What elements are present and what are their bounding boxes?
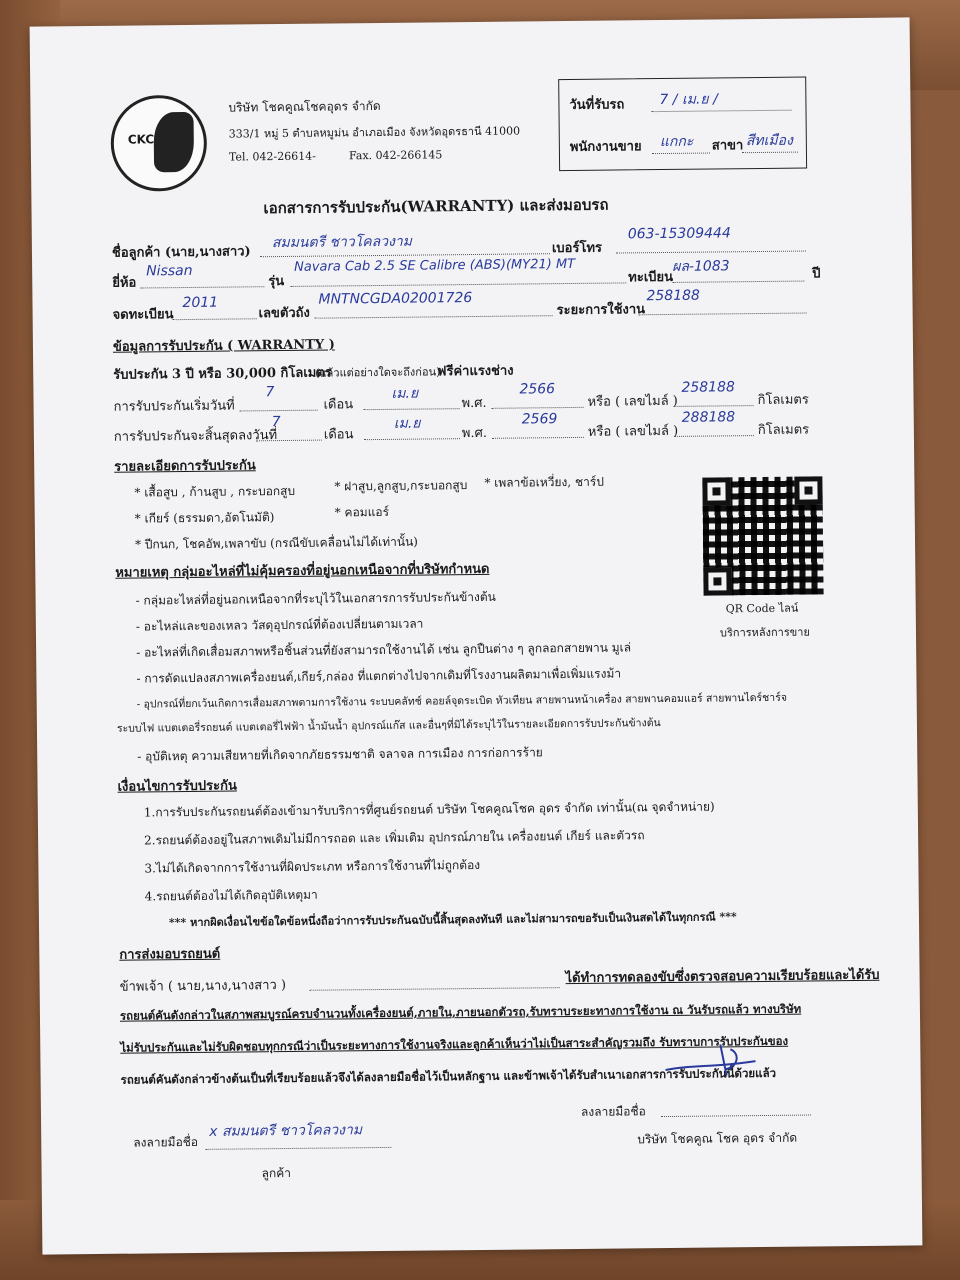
month-label-start: เดือน xyxy=(323,397,354,413)
notes-item-6: ระบบไฟ แบตเตอรี่รถยนต์ แบตเตอรี่ไฟฟ้า น้ำมันน้ำ อุปกรณ์แก๊ส และอื่นๆที่มิได้ระบุไว้ในรายละเอียดการรับประกันข้างต้น xyxy=(116,717,661,735)
customer-name-value: สมมนตรี ชาวโคลวงาม xyxy=(271,233,413,252)
company-phone: Tel. 042-26614- xyxy=(228,149,316,164)
warranty-end-label: การรับประกันจะสิ้นสุดลงวันที่ xyxy=(113,428,278,445)
delivery-line1-suffix: ได้ทำการทดลองขับซึ่งตรวจสอบความเรียบร้อยและได้รับ xyxy=(565,967,880,987)
warranty-start-month: เม.ย xyxy=(391,385,419,402)
qr-caption: บริการหลังการขาย xyxy=(719,625,810,640)
chassis-label: เลขตัวถัง xyxy=(258,305,310,322)
date-received-label: วันที่รับรถ xyxy=(569,97,625,113)
details-item-2: * ฝาสูบ,ลูกสูบ,กระบอกสูบ xyxy=(334,478,468,494)
qr-code[interactable] xyxy=(702,476,823,595)
conditions-item-2: 2.รถยนต์ต้องอยู่ในสภาพเดิมไม่มีการถอด และ เพิ่มเติม อุปกรณ์ภายใน เครื่องยนต์ เกียร์ และตัวรถ xyxy=(144,828,645,848)
warranty-end-year: 2569 xyxy=(521,411,558,428)
customer-role: ลูกค้า xyxy=(261,1165,292,1181)
km-label-start: หรือ ( เลขไมล์ ) xyxy=(587,393,678,410)
notes-item-4: - การดัดแปลงสภาพเครื่องยนต์,เกียร์,กล่อง ที่แตกต่างไปจากเดิมที่โรงงานผลิตมาเพื่อเพิ่มแรงม้า xyxy=(136,666,622,686)
company-sign-label: ลงลายมือชื่อ xyxy=(580,1104,646,1119)
warranty-heading: ข้อมูลการรับประกัน ( WARRANTY ) xyxy=(112,337,335,355)
registration-label: จดทะเบียน xyxy=(112,307,174,323)
company-signature-mark xyxy=(660,1039,770,1080)
warranty-start-day: 7 xyxy=(265,384,275,401)
notes-item-2: - อะไหล่และของเหลว วัสดุอุปกรณ์ที่ต้องเปลี่ยนตามเวลา xyxy=(135,616,424,634)
mileage-value: 258188 xyxy=(646,287,700,305)
year-label: ปี xyxy=(812,266,821,282)
model-value: Navara Cab 2.5 SE Calibre (ABS)(MY21) MT xyxy=(294,256,576,275)
warranty-start-label: การรับประกันเริ่มวันที่ xyxy=(113,398,235,415)
date-received-value: 7 / เม.ย / xyxy=(659,91,718,109)
phone-value: 063-15309444 xyxy=(627,225,731,243)
company-address: 333/1 หมู่ 5 ตำบลหมูม่น อำเภอเมือง จังหวัดอุดรธานี 41000 xyxy=(228,124,521,141)
logo-text: CKC xyxy=(127,132,155,147)
qr-finder-bottom-left xyxy=(703,567,731,595)
notes-item-7: - อุบัติเหตุ ความเสียหายที่เกิดจากภัยธรรมชาติ จลาจล การเมือง การก่อการร้าย xyxy=(137,745,543,764)
warranty-terms-note: (แล้วแต่อย่างใดจะถึงก่อน) xyxy=(315,365,441,380)
conditions-footer: *** หากผิดเงื่อนไขข้อใดข้อหนึ่งถือว่าการรับประกันฉบับนี้สิ้นสุดลงทันที และไม่สามารถขอรับเป็นเงินสดได้ในทุกกรณี *** xyxy=(168,910,737,930)
bird-icon xyxy=(153,112,194,172)
warranty-end-month: เม.ย xyxy=(393,415,421,432)
details-item-1: * เสื้อสูบ , ก้านสูบ , กระบอกสูบ xyxy=(134,483,296,500)
salesperson-value: แกกะ xyxy=(659,133,694,151)
notes-heading: หมายเหตุ กลุ่มอะไหล่ที่ไม่คุ้มครองที่อยู่นอกเหนือจากที่บริษัทกำหนด xyxy=(115,561,490,581)
delivery-heading: การส่งมอบรถยนต์ xyxy=(119,946,221,963)
details-item-5: * คอมแอร์ xyxy=(334,504,390,520)
year-label-start: พ.ศ. xyxy=(461,395,487,412)
customer-signature: x สมมนตรี ชาวโคลวงาม xyxy=(209,1122,363,1140)
km-label-end: หรือ ( เลขไมล์ ) xyxy=(587,423,679,440)
warranty-start-km: 258188 xyxy=(681,379,735,396)
conditions-heading: เงื่อนไขการรับประกัน xyxy=(117,778,237,795)
details-heading: รายละเอียดการรับประกัน xyxy=(114,458,256,475)
delivery-line3: ไม่รับประกันและไม่รับผิดชอบทุกกรณีว่าเป็นระยะทางการใช้งานจริงและลูกค้าเห็นว่าไม่เป็นสาระสำคัญรวมถึง รับทราบการรับประกันของ xyxy=(120,1033,789,1055)
warranty-start-year: 2566 xyxy=(519,381,556,398)
conditions-item-3: 3.ไม่ได้เกิดจากการใช้งานที่ผิดประเภท หรือการใช้งานที่ไม่ถูกต้อง xyxy=(144,857,481,876)
delivery-line2: รถยนต์คันดังกล่าวในสภาพสมบูรณ์ครบจำนวนทั้งเครื่องยนต์,ภายใน,ภายนอกตัวรถ,รับทราบระยะทางการใช้งาน ณ วันรับรถแล้ว ทางบริษัท xyxy=(119,1001,802,1023)
km-unit-start: กิโลเมตร xyxy=(757,392,809,409)
mileage-label: ระยะการใช้งาน xyxy=(556,302,646,319)
year-label-end: พ.ศ. xyxy=(461,425,488,442)
salesperson-label: พนักงานขาย xyxy=(569,139,642,155)
notes-item-1: - กลุ่มอะไหล่ที่อยู่นอกเหนือจากที่ระบุไว้ในเอกสารการรับประกันข้างต้น xyxy=(135,589,496,608)
chassis-value: MNTNCGDA02001726 xyxy=(318,290,473,308)
conditions-item-1: 1.การรับประกันรถยนต์ต้องเข้ามารับบริการที่ศูนย์รถยนต์ บริษัท โชคคูณโชค อุดร จำกัด เท่านั้น(ณ จุดจำหน่าย) xyxy=(143,799,715,820)
plate-value: ผล-1083 xyxy=(672,258,730,275)
conditions-item-4: 4.รถยนต์ต้องไม่ได้เกิดอุบัติเหตุมา xyxy=(144,887,318,904)
delivery-line1-prefix: ข้าพเจ้า ( นาย,นาง,นางสาว ) xyxy=(119,978,287,995)
document-title: เอกสารการรับประกัน(WARRANTY) และส่งมอบรถ xyxy=(263,195,609,218)
month-label-end: เดือน xyxy=(323,427,354,443)
company-name: บริษัท โชคคูณโชคอุดร จำกัด xyxy=(228,98,381,115)
notes-item-5: - อุปกรณ์ที่ยกเว้นเกิดการเสื่อมสภาพตามการใช้งาน ระบบคลัทช์ คอยล์จุดระเบิด หัวเทียน สายพานหน้าเครื่อง สายพานคอมแอร์ สายพานไดร์ชาร์จ xyxy=(136,691,788,711)
delivery-line4: รถยนต์คันดังกล่าวข้างต้นเป็นที่เรียบร้อยแล้วจึงได้ลงลายมือชื่อไว้เป็นหลักฐาน และข้าพเจ้าได้รับสำเนาเอกสารการรับประกันนี้ด้วยแล้ว xyxy=(120,1065,777,1087)
warranty-end-day: 7 xyxy=(271,414,281,431)
details-item-6: * ปีกนก, โชคอัพ,เพลาขับ (กรณีขับเคลื่อนไม่ได้เท่านั้น) xyxy=(134,534,419,552)
details-item-3: * เพลาข้อเหวี่ยง, ชาร์ป xyxy=(484,474,605,490)
customer-name-label: ชื่อลูกค้า (นาย,นางสาว) xyxy=(111,244,251,261)
company-fax: Fax. 042-266145 xyxy=(348,148,443,163)
plate-label: ทะเบียน xyxy=(628,269,674,286)
branch-label: สาขา xyxy=(711,138,744,154)
registration-value: 2011 xyxy=(182,294,219,312)
qr-label: QR Code ไลน์ xyxy=(725,601,799,616)
warranty-terms: รับประกัน 3 ปี หรือ 30,000 กิโลเมตร xyxy=(113,365,332,383)
branch-value: สีทเมือง xyxy=(745,132,793,150)
company-logo xyxy=(110,95,207,192)
company-sign-name: บริษัท โชคคูณ โชค อุดร จำกัด xyxy=(637,1130,798,1147)
brand-label: ยี่ห้อ xyxy=(112,275,137,291)
receipt-box xyxy=(558,77,807,172)
brand-value: Nissan xyxy=(146,262,193,280)
warranty-document xyxy=(30,17,923,1254)
free-labor: ฟรีค่าแรงช่าง xyxy=(437,363,514,380)
warranty-end-km: 288188 xyxy=(681,409,736,426)
details-item-4: * เกียร์ (ธรรมดา,อัตโนมัติ) xyxy=(134,510,275,526)
qr-finder-top-left xyxy=(702,477,730,505)
customer-sign-label: ลงลายมือชื่อ xyxy=(133,1134,199,1150)
km-unit-end: กิโลเมตร xyxy=(757,422,810,439)
model-label: รุ่น xyxy=(268,273,285,290)
notes-item-3: - อะไหล่ที่เกิดเสื่อมสภาพหรือชิ้นส่วนที่ยังสามารถใช้งานได้ เช่น ลูกปืนต่าง ๆ ลูกลอกสายพาน มูเล่ xyxy=(136,640,632,660)
phone-label: เบอร์โทร xyxy=(551,240,603,257)
qr-finder-top-right xyxy=(794,476,822,504)
